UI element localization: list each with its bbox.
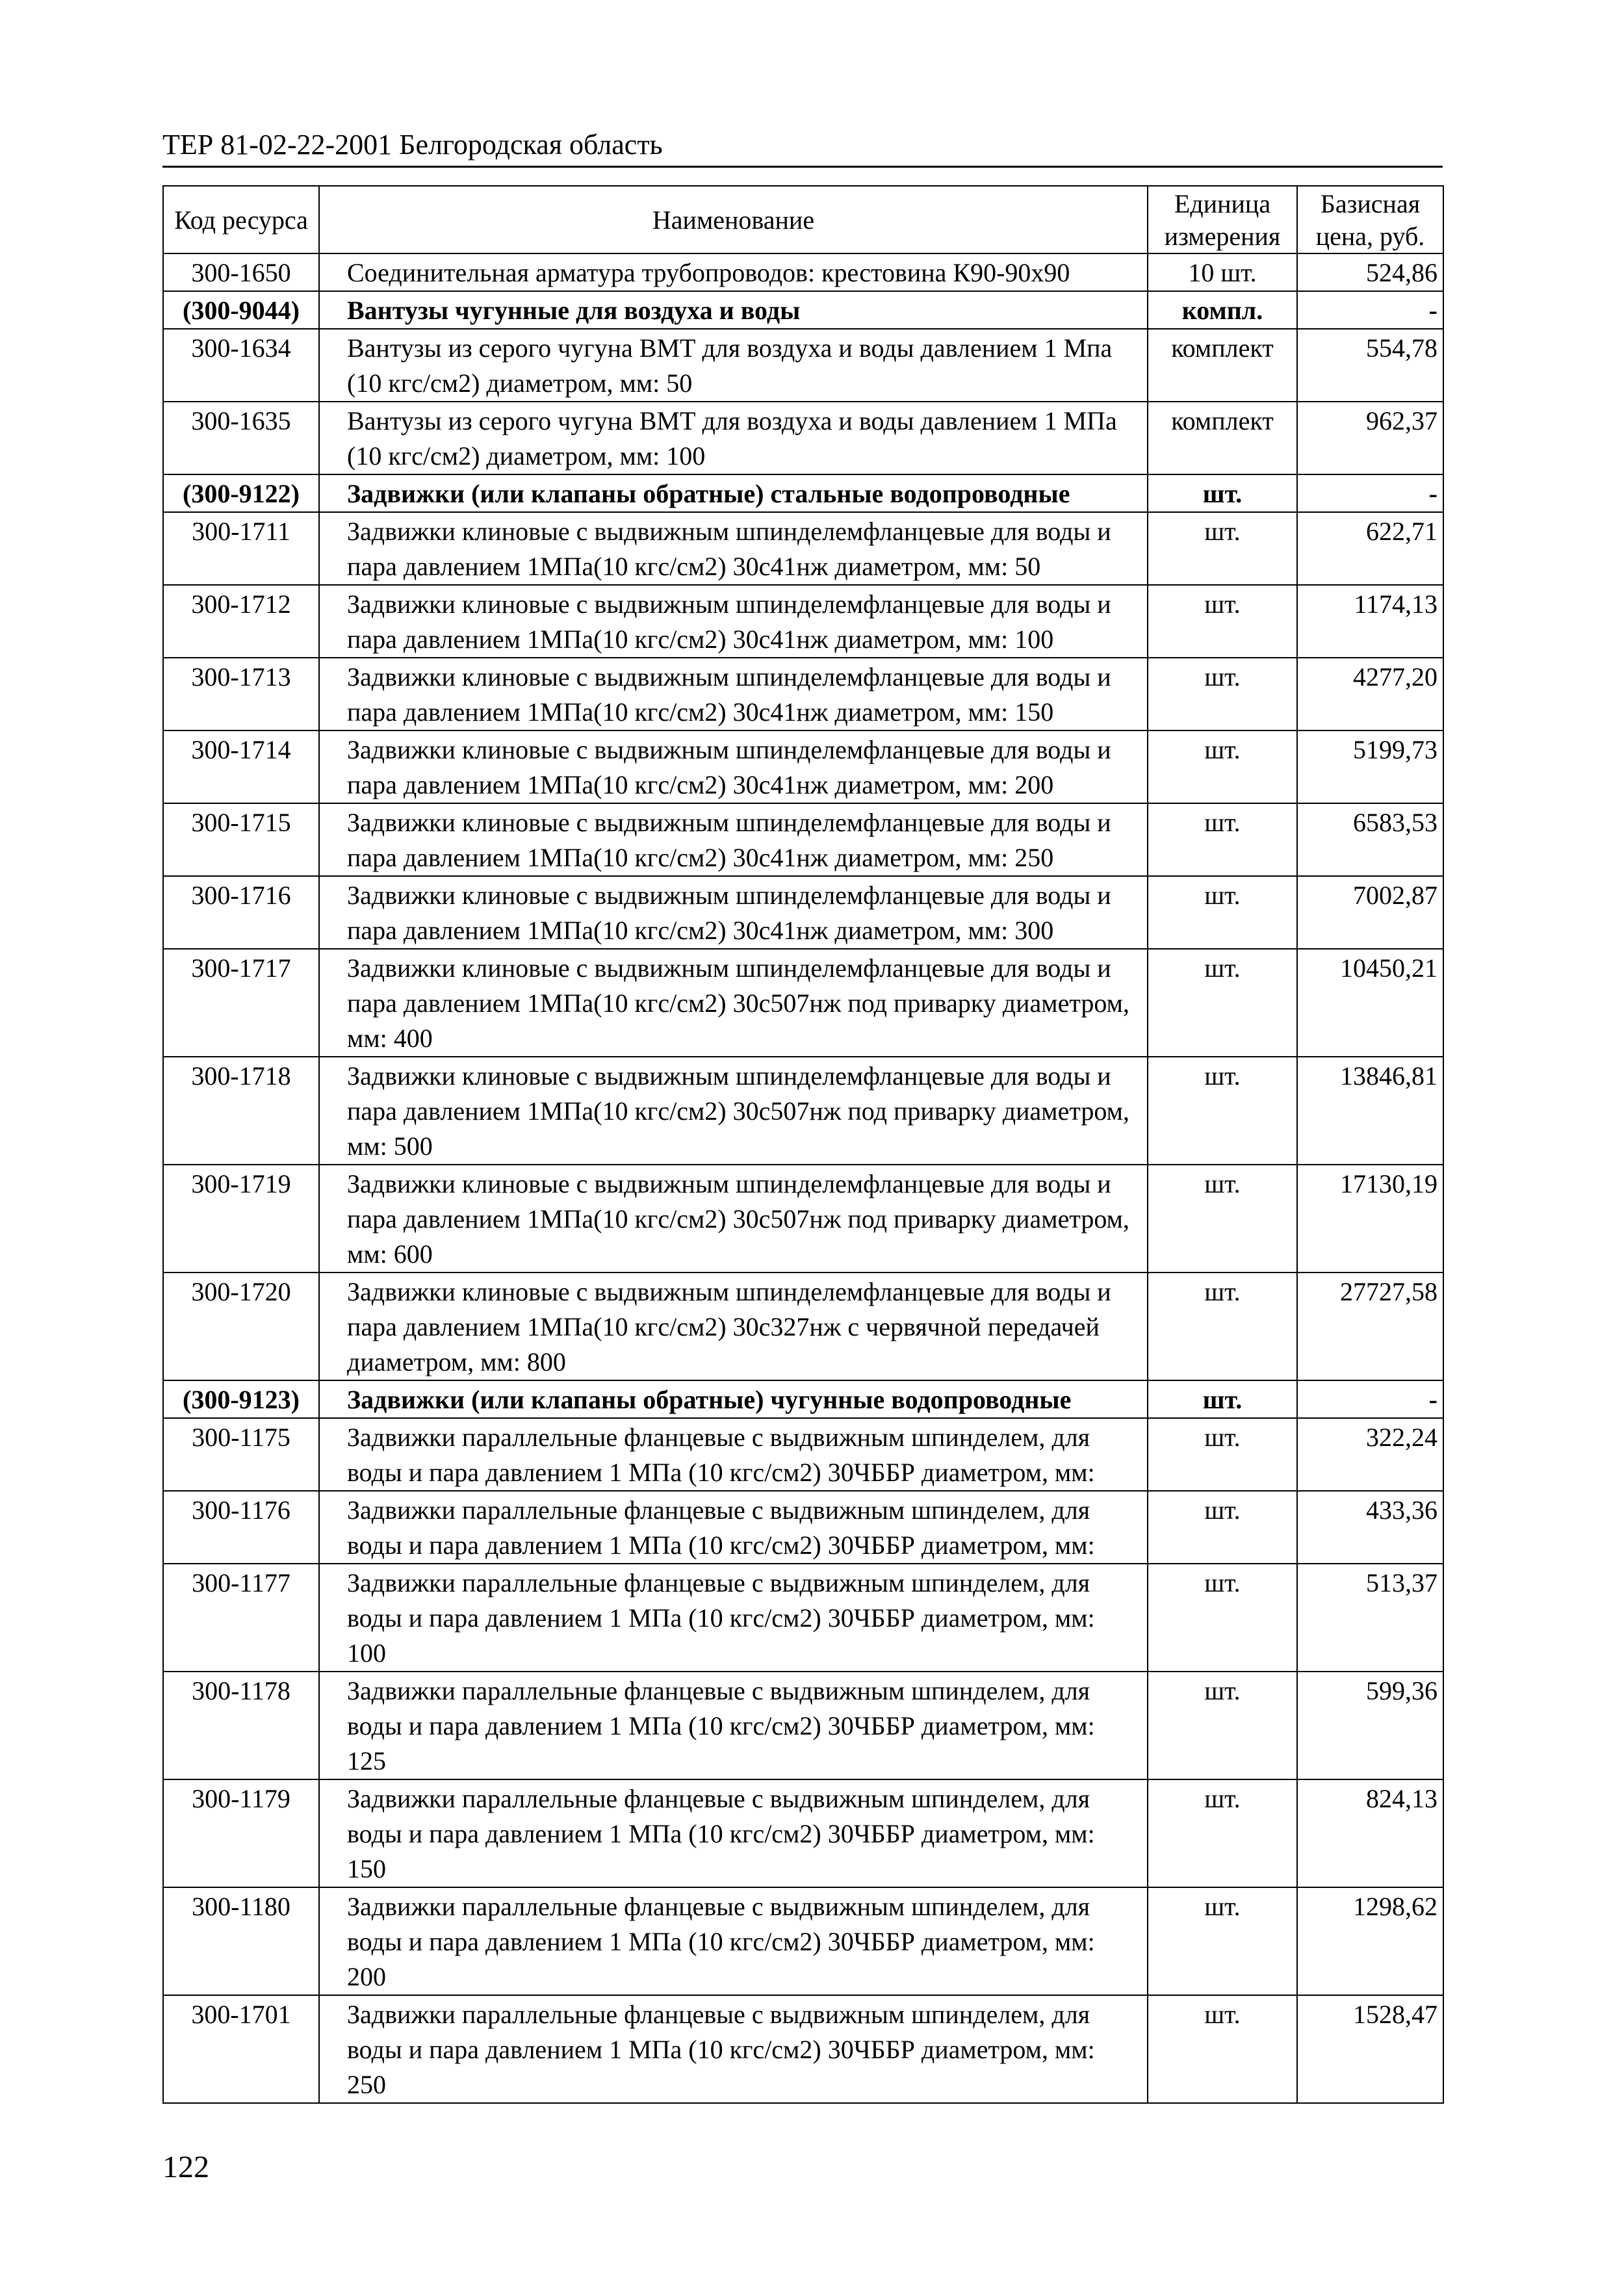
table-group-row — [163, 291, 1443, 329]
resource-code-cell: 300-1180 — [163, 1887, 319, 1995]
resource-code-cell: 300-1635 — [163, 402, 319, 474]
resource-code-cell: 300-1175 — [163, 1418, 319, 1491]
resource-code-cell: 300-1720 — [163, 1273, 319, 1380]
table-row — [163, 949, 1443, 1057]
table-row — [163, 1273, 1443, 1380]
price-cell: 554,78 — [1297, 329, 1443, 402]
unit-cell: шт. — [1148, 658, 1297, 730]
resource-name-cell: Задвижки клиновые с выдвижным шпинделемфланцевые для воды и пара давлением 1МПа(10 кгс/см2) 30с507нж под приварку диаметром, мм: 600 — [319, 1165, 1148, 1273]
resource-name-cell: Задвижки клиновые с выдвижным шпинделемфланцевые для воды и пара давлением 1МПа(10 кгс/см2) 30с41нж диаметром, мм: 200 — [319, 730, 1148, 803]
document-header: ТЕР 81-02-22-2001 Белгородская область — [162, 129, 663, 161]
unit-cell: шт. — [1148, 1672, 1297, 1779]
resource-name-cell: Задвижки клиновые с выдвижным шпинделемфланцевые для воды и пара давлением 1МПа(10 кгс/см2) 30с507нж под приварку диаметром, мм: 400 — [319, 949, 1148, 1057]
price-cell: 7002,87 — [1297, 876, 1443, 949]
unit-cell: 10 шт. — [1148, 253, 1297, 291]
price-cell: - — [1297, 1380, 1443, 1418]
table-row — [163, 1779, 1443, 1887]
resource-name-cell: Задвижки клиновые с выдвижным шпинделемфланцевые для воды и пара давлением 1МПа(10 кгс/см2) 30с507нж под приварку диаметром, мм: 500 — [319, 1057, 1148, 1165]
price-cell: 4277,20 — [1297, 658, 1443, 730]
unit-cell: шт. — [1148, 1057, 1297, 1165]
price-cell: 10450,21 — [1297, 949, 1443, 1057]
resource-name-cell: Задвижки параллельные фланцевые с выдвижным шпинделем, для воды и пара давлением 1 МПа (10 кгс/см2) 30ЧББР диаметром, мм: 125 — [319, 1672, 1148, 1779]
price-cell: 599,36 — [1297, 1672, 1443, 1779]
resource-name-cell: Задвижки параллельные фланцевые с выдвижным шпинделем, для воды и пара давлением 1 МПа (10 кгс/см2) 30ЧББР диаметром, мм: 100 — [319, 1564, 1148, 1672]
unit-cell: шт. — [1148, 1564, 1297, 1672]
price-cell: 524,86 — [1297, 253, 1443, 291]
table-row — [163, 585, 1443, 658]
resource-name-cell: Задвижки параллельные фланцевые с выдвижным шпинделем, для воды и пара давлением 1 МПа (10 кгс/см2) 30ЧББР диаметром, мм: 200 — [319, 1887, 1148, 1995]
resource-code-cell: 300-1716 — [163, 876, 319, 949]
resource-name-cell: Задвижки клиновые с выдвижным шпинделемфланцевые для воды и пара давлением 1МПа(10 кгс/см2) 30с41нж диаметром, мм: 150 — [319, 658, 1148, 730]
table-row — [163, 512, 1443, 585]
table-row — [163, 730, 1443, 803]
price-cell: 17130,19 — [1297, 1165, 1443, 1273]
table-row — [163, 876, 1443, 949]
resource-name-cell: Задвижки параллельные фланцевые с выдвижным шпинделем, для воды и пара давлением 1 МПа (10 кгс/см2) 30ЧББР диаметром, мм: 250 — [319, 1995, 1148, 2103]
unit-cell: шт. — [1148, 1995, 1297, 2103]
price-cell: 13846,81 — [1297, 1057, 1443, 1165]
unit-cell: комплект — [1148, 402, 1297, 474]
unit-cell: шт. — [1148, 1779, 1297, 1887]
resource-code-cell: 300-1634 — [163, 329, 319, 402]
resource-name-cell: Задвижки параллельные фланцевые с выдвижным шпинделем, для воды и пара давлением 1 МПа (10 кгс/см2) 30ЧББР диаметром, мм: — [319, 1418, 1148, 1491]
table-row — [163, 253, 1443, 291]
resource-name-cell: Задвижки клиновые с выдвижным шпинделемфланцевые для воды и пара давлением 1МПа(10 кгс/см2) 30с41нж диаметром, мм: 100 — [319, 585, 1148, 658]
price-cell: 322,24 — [1297, 1418, 1443, 1491]
resource-code-cell: 300-1176 — [163, 1491, 319, 1564]
resource-name-cell: Задвижки параллельные фланцевые с выдвижным шпинделем, для воды и пара давлением 1 МПа (10 кгс/см2) 30ЧББР диаметром, мм: — [319, 1491, 1148, 1564]
table-row — [163, 1672, 1443, 1779]
price-cell: 5199,73 — [1297, 730, 1443, 803]
resource-name-cell: Вантузы чугунные для воздуха и воды — [319, 291, 1148, 329]
table-row — [163, 1418, 1443, 1491]
resource-code-cell: 300-1719 — [163, 1165, 319, 1273]
resource-code-cell: 300-1177 — [163, 1564, 319, 1672]
unit-cell: шт. — [1148, 876, 1297, 949]
resource-name-cell: Задвижки клиновые с выдвижным шпинделемфланцевые для воды и пара давлением 1МПа(10 кгс/см2) 30с41нж диаметром, мм: 250 — [319, 803, 1148, 876]
unit-cell: шт. — [1148, 512, 1297, 585]
unit-cell: шт. — [1148, 949, 1297, 1057]
unit-cell: комплект — [1148, 329, 1297, 402]
resource-code-cell: 300-1714 — [163, 730, 319, 803]
column-header-price: Базисная цена, руб. — [1297, 186, 1443, 253]
price-cell: 962,37 — [1297, 402, 1443, 474]
resource-code-cell: (300-9122) — [163, 474, 319, 512]
resource-code-cell: 300-1179 — [163, 1779, 319, 1887]
table-row — [163, 1887, 1443, 1995]
header-rule — [162, 166, 1443, 168]
resource-code-cell: 300-1178 — [163, 1672, 319, 1779]
unit-cell: шт. — [1148, 1165, 1297, 1273]
table-group-row — [163, 1380, 1443, 1418]
resource-code-cell: 300-1650 — [163, 253, 319, 291]
table-row — [163, 329, 1443, 402]
table-row — [163, 658, 1443, 730]
unit-cell: шт. — [1148, 803, 1297, 876]
table-row — [163, 1165, 1443, 1273]
unit-cell: шт. — [1148, 730, 1297, 803]
unit-cell: шт. — [1148, 585, 1297, 658]
resource-code-cell: 300-1715 — [163, 803, 319, 876]
price-cell: 513,37 — [1297, 1564, 1443, 1672]
resource-name-cell: Задвижки (или клапаны обратные) чугунные водопроводные — [319, 1380, 1148, 1418]
unit-cell: компл. — [1148, 291, 1297, 329]
resource-code-cell: 300-1701 — [163, 1995, 319, 2103]
unit-cell: шт. — [1148, 1418, 1297, 1491]
resource-code-cell: 300-1711 — [163, 512, 319, 585]
unit-cell: шт. — [1148, 474, 1297, 512]
resource-name-cell: Вантузы из серого чугуна ВМТ для воздуха и воды давлением 1 Мпа (10 кгс/см2) диаметром, мм: 50 — [319, 329, 1148, 402]
table-header-row — [163, 186, 1443, 253]
price-cell: 6583,53 — [1297, 803, 1443, 876]
resource-name-cell: Задвижки клиновые с выдвижным шпинделемфланцевые для воды и пара давлением 1МПа(10 кгс/см2) 30с41нж диаметром, мм: 50 — [319, 512, 1148, 585]
table-row — [163, 1057, 1443, 1165]
unit-cell: шт. — [1148, 1887, 1297, 1995]
column-header-code: Код ресурса — [163, 186, 319, 253]
resource-code-cell: 300-1717 — [163, 949, 319, 1057]
resource-name-cell: Задвижки клиновые с выдвижным шпинделемфланцевые для воды и пара давлением 1МПа(10 кгс/см2) 30с41нж диаметром, мм: 300 — [319, 876, 1148, 949]
resource-code-cell: (300-9123) — [163, 1380, 319, 1418]
table-row — [163, 402, 1443, 474]
page-number: 122 — [162, 2150, 209, 2184]
resource-name-cell: Вантузы из серого чугуна ВМТ для воздуха и воды давлением 1 МПа (10 кгс/см2) диаметром, мм: 100 — [319, 402, 1148, 474]
table-group-row — [163, 474, 1443, 512]
price-cell: 1174,13 — [1297, 585, 1443, 658]
price-cell: 622,71 — [1297, 512, 1443, 585]
unit-cell: шт. — [1148, 1380, 1297, 1418]
table-row — [163, 1491, 1443, 1564]
resource-table — [162, 185, 1444, 2104]
price-cell: 824,13 — [1297, 1779, 1443, 1887]
price-cell: 433,36 — [1297, 1491, 1443, 1564]
price-cell: 27727,58 — [1297, 1273, 1443, 1380]
table-row — [163, 803, 1443, 876]
price-cell: 1528,47 — [1297, 1995, 1443, 2103]
price-cell: - — [1297, 291, 1443, 329]
table-body — [163, 253, 1443, 2103]
resource-code-cell: (300-9044) — [163, 291, 319, 329]
resource-name-cell: Задвижки клиновые с выдвижным шпинделемфланцевые для воды и пара давлением 1МПа(10 кгс/см2) 30с327нж с червячной передачей диаметром, мм: 800 — [319, 1273, 1148, 1380]
unit-cell: шт. — [1148, 1273, 1297, 1380]
resource-name-cell: Задвижки (или клапаны обратные) стальные водопроводные — [319, 474, 1148, 512]
price-cell: 1298,62 — [1297, 1887, 1443, 1995]
table-row — [163, 1564, 1443, 1672]
column-header-name: Наименование — [319, 186, 1148, 253]
resource-code-cell: 300-1718 — [163, 1057, 319, 1165]
resource-code-cell: 300-1712 — [163, 585, 319, 658]
resource-name-cell: Соединительная арматура трубопроводов: крестовина К90-90х90 — [319, 253, 1148, 291]
column-header-unit: Единица измерения — [1148, 186, 1297, 253]
table-row — [163, 1995, 1443, 2103]
price-cell: - — [1297, 474, 1443, 512]
unit-cell: шт. — [1148, 1491, 1297, 1564]
resource-code-cell: 300-1713 — [163, 658, 319, 730]
resource-name-cell: Задвижки параллельные фланцевые с выдвижным шпинделем, для воды и пара давлением 1 МПа (10 кгс/см2) 30ЧББР диаметром, мм: 150 — [319, 1779, 1148, 1887]
